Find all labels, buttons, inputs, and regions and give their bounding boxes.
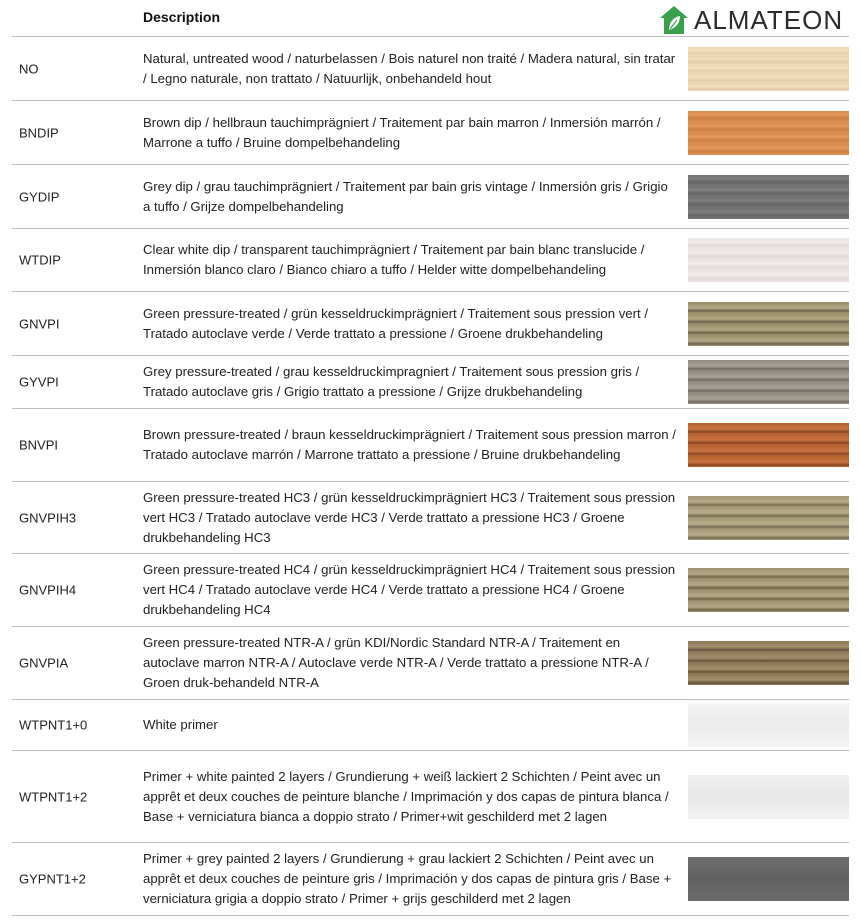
- wood-swatch: [688, 703, 849, 747]
- finish-description: Natural, untreated wood / naturbelassen / Bois naturel non traité / Madera natural, sin tratar / Legno naturale, non trattato / Natuurlijk, onbehandeld hout: [143, 50, 676, 86]
- table-row: [12, 164, 849, 228]
- finish-code: GYVPI: [19, 374, 59, 390]
- finish-description: Green pressure-treated / grün kesseldruckimprägniert / Traitement sous pression vert / Tratado autoclave verde / Verde trattato a pressione / Groene drukbehandeling: [143, 305, 649, 341]
- wood-swatch: [688, 857, 849, 901]
- table-row: [12, 100, 849, 164]
- wood-swatch: [688, 238, 849, 282]
- finish-code: GNVPIA: [19, 655, 69, 671]
- table-row: [12, 291, 849, 355]
- wood-swatch: [688, 175, 849, 219]
- finish-code: NO: [19, 61, 39, 76]
- finish-description: Primer + grey painted 2 layers / Grundierung + grau lackiert 2 Schichten / Peint avec un apprêt et deux couches de peinture gris / Imprimación y dos capas de pintura gris / Base + verniciatura grigia a doppio strato / Primer + grijs geschilderd met 2 lagen: [143, 851, 672, 906]
- wood-swatch: [688, 641, 849, 685]
- wood-swatch: [688, 111, 849, 155]
- finish-description: Brown pressure-treated / braun kesseldruckimprägniert / Traitement sous pression marron / Tratado autoclave marrón / Marrone trattato a pressione / Bruine drukbehandeling: [143, 427, 676, 462]
- wood-swatch: [688, 360, 849, 404]
- finish-description: Green pressure-treated NTR-A / grün KDI/Nordic Standard NTR-A / Traitement en autoclave marron NTR-A / Autoclave verde NTR-A / Verde trattato a pressione NTR-A / Groen druk-behandeld NTR-A: [143, 635, 649, 690]
- wood-swatch: [688, 302, 849, 346]
- finish-description: White primer: [143, 717, 218, 732]
- finish-code: GNVPIH4: [19, 582, 77, 598]
- table-row: [12, 408, 849, 481]
- finish-code: GNVPIH3: [19, 510, 77, 525]
- description-column-header: Description: [143, 9, 221, 25]
- finish-code: WTPNT1+2: [19, 789, 88, 804]
- table-row: [12, 481, 849, 553]
- finish-code: BNDIP: [19, 125, 59, 140]
- house-leaf-icon: [658, 4, 690, 36]
- finish-description: Grey dip / grau tauchimprägniert / Traitement par bain gris vintage / Inmersión gris / Grigio a tuffo / Grijze dompelbehandeling: [143, 178, 668, 214]
- finish-code: BNVPI: [19, 437, 59, 453]
- finish-code: WTPNT1+0: [19, 717, 88, 733]
- finish-code: GYDIP: [19, 189, 60, 204]
- wood-swatch: [688, 568, 849, 612]
- finish-description: Primer + white painted 2 layers / Grundierung + weiß lackiert 2 Schichten / Peint avec un apprêt et deux couches de peinture blanche / Imprimación y dos capas de pintura blanca / Base + verniciatura bianca a doppio strato / Primer+wit geschilderd met 2 lagen: [143, 768, 669, 824]
- table-row: [12, 699, 849, 750]
- wood-swatch: [688, 423, 849, 467]
- finish-code: GNVPI: [19, 316, 60, 331]
- wood-swatch: [688, 496, 849, 540]
- table-row: [12, 842, 849, 916]
- brand-name: ALMATEON: [694, 4, 844, 35]
- finish-description: Clear white dip / transparent tauchimprägniert / Traitement par bain blanc translucide / Inmersión blanco claro / Bianco chiaro a tuffo / Helder witte dompelbehandeling: [143, 242, 645, 277]
- table-row: [12, 36, 849, 100]
- wood-swatch: [688, 775, 849, 819]
- finish-description: Grey pressure-treated / grau kesseldruckimpragniert / Traitement sous pression gris / Tratado autoclave gris / Grigio trattato a pressione / Grijze drukbehandeling: [143, 364, 640, 399]
- finish-description: Green pressure-treated HC3 / grün kesseldruckimprägniert HC3 / Traitement sous pression vert HC3 / Tratado autoclave verde HC3 / Verde trattato a pressione HC3 / Groene drukbehandeling HC3: [143, 489, 676, 545]
- table-row: [12, 750, 849, 842]
- finish-code: GYPNT1+2: [19, 871, 86, 887]
- wood-swatch: [688, 47, 849, 91]
- finish-description: Green pressure-treated HC4 / grün kesseldruckimprägniert HC4 / Traitement sous pression vert HC4 / Tratado autoclave verde HC4 / Verde trattato a pressione HC4 / Groene drukbehandeling HC4: [143, 562, 676, 617]
- table-row: [12, 553, 849, 626]
- finish-description: Brown dip / hellbraun tauchimprägniert / Traitement par bain marron / Inmersión marrón / Marrone a tuffo / Bruine dompelbehandeling: [143, 114, 661, 150]
- finish-code: WTDIP: [19, 252, 61, 268]
- table-row: [12, 355, 849, 408]
- table-header: [0, 0, 859, 36]
- table-row: [12, 626, 849, 699]
- table-row: [12, 228, 849, 291]
- brand-logo: [658, 4, 843, 36]
